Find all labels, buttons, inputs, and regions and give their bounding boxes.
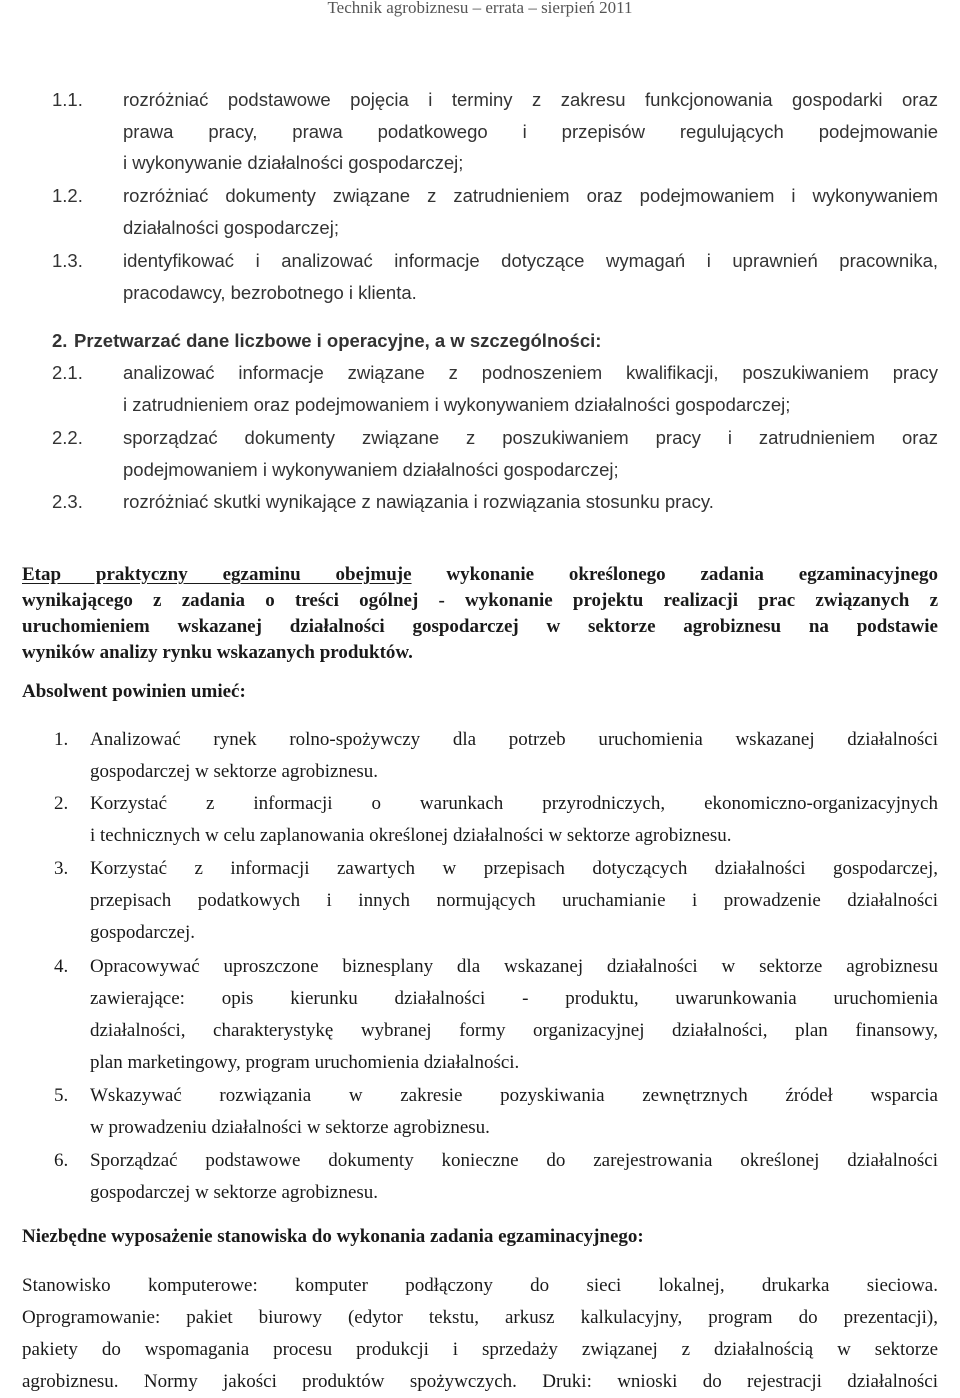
item-number: 2.2. xyxy=(52,427,83,448)
item-line: prawa pracy, prawa podatkowego i przepisów regulujących podejmowanie xyxy=(123,121,938,142)
item-line: plan marketingowy, program uruchomienia działalności. xyxy=(90,1052,520,1073)
etap-line: wyników analizy rynku wskazanych produktów. xyxy=(22,642,413,663)
item-number: 5. xyxy=(54,1085,69,1106)
item-line: i zatrudnieniem oraz podejmowaniem i wykonywaniem działalności gospodarczej; xyxy=(123,394,791,415)
item-number: 1. xyxy=(54,729,69,750)
item-number: 2. xyxy=(54,793,69,814)
item-line: rozróżniać skutki wynikające z nawiązania i rozwiązania stosunku pracy. xyxy=(123,491,714,512)
page-header: Technik agrobiznesu – errata – sierpień 2011 xyxy=(327,0,633,17)
item-line: gospodarczej w sektorze agrobiznesu. xyxy=(90,1182,379,1203)
item-line: i wykonywanie działalności gospodarczej; xyxy=(123,152,464,173)
item-line: Korzystać z informacji o warunkach przyrodniczych, ekonomiczno-organizacyjnych xyxy=(90,793,938,814)
section-heading: Przetwarzać dane liczbowe i operacyjne, a w szczególności: xyxy=(74,330,602,351)
item-number: 1.1. xyxy=(52,89,83,110)
equipment-line: agrobiznesu. Normy jakości produktów spożywczych. Druki: wnioski do rejestracji działalności xyxy=(22,1371,938,1392)
equipment-line: Oprogramowanie: pakiet biurowy (edytor tekstu, arkusz kalkulacyjny, program do prezentacji), xyxy=(22,1307,938,1328)
item-number: 4. xyxy=(54,956,69,977)
item-line: Korzystać z informacji zawartych w przepisach dotyczących działalności gospodarczej, xyxy=(90,858,938,879)
item-number: 6. xyxy=(54,1150,69,1171)
item-line: identyfikować i analizować informacje dotyczące wymagań i uprawnień pracownika, xyxy=(123,250,938,271)
equipment-line: Stanowisko komputerowe: komputer podłączony do sieci lokalnej, drukarka sieciowa. xyxy=(22,1275,938,1296)
item-line: Opracowywać uproszczone biznesplany dla wskazanej działalności w sektorze agrobiznesu xyxy=(90,956,938,977)
item-line: pracodawcy, bezrobotnego i klienta. xyxy=(123,282,417,303)
equipment-line: pakiety do wspomagania procesu produkcji i sprzedaży związanej z działalnością w sektorze xyxy=(22,1339,938,1360)
item-number: 2.1. xyxy=(52,362,83,383)
item-line: w prowadzeniu działalności w sektorze agrobiznesu. xyxy=(90,1117,490,1138)
item-line: analizować informacje związane z podnoszeniem kwalifikacji, poszukiwaniem pracy xyxy=(123,362,938,383)
etap-line: wynikającego z zadania o treści ogólnej - wykonanie projektu realizacji prac związanych z xyxy=(22,590,938,611)
item-line: Sporządzać podstawowe dokumenty konieczne do zarejestrowania określonej działalności xyxy=(90,1150,938,1171)
absolwent-heading: Absolwent powinien umieć: xyxy=(22,681,246,702)
etap-line: Etap praktyczny egzaminu obejmuje wykonanie określonego zadania egzaminacyjnego xyxy=(22,564,938,585)
item-line: Analizować rynek rolno-spożywczy dla potrzeb uruchomienia wskazanej działalności xyxy=(90,729,938,750)
item-number: 2.3. xyxy=(52,491,83,512)
item-line: i technicznych w celu zaplanowania określonej działalności w sektorze agrobiznesu. xyxy=(90,825,732,846)
item-number: 1.2. xyxy=(52,185,83,206)
item-line: sporządzać dokumenty związane z poszukiwaniem pracy i zatrudnieniem oraz xyxy=(123,427,938,448)
etap-underlined: Etap praktyczny egzaminu obejmuje xyxy=(22,564,412,585)
item-line: rozróżniać dokumenty związane z zatrudnieniem oraz podejmowaniem i wykonywaniem xyxy=(123,185,938,206)
equipment-heading: Niezbędne wyposażenie stanowiska do wykonania zadania egzaminacyjnego: xyxy=(22,1226,644,1247)
item-line: gospodarczej. xyxy=(90,922,195,943)
item-line: podejmowaniem i wykonywaniem działalności gospodarczej; xyxy=(123,459,619,480)
etap-line: uruchomieniem wskazanej działalności gospodarczej w sektorze agrobiznesu na podstawie xyxy=(22,616,938,637)
item-line: gospodarczej w sektorze agrobiznesu. xyxy=(90,761,379,782)
item-line: zawierające: opis kierunku działalności - produktu, uwarunkowania uruchomienia xyxy=(90,988,938,1009)
item-number: 1.3. xyxy=(52,250,83,271)
item-line: Wskazywać rozwiązania w zakresie pozyskiwania zewnętrznych źródeł wsparcia xyxy=(90,1085,938,1106)
item-number: 3. xyxy=(54,858,69,879)
section-number: 2. xyxy=(52,330,68,351)
item-line: rozróżniać podstawowe pojęcia i terminy z zakresu funkcjonowania gospodarki oraz xyxy=(123,89,938,110)
item-line: działalności, charakterystykę wybranej formy organizacyjnej działalności, plan finansowy, xyxy=(90,1020,938,1041)
item-line: przepisach podatkowych i innych normujących uruchamianie i prowadzenie działalności xyxy=(90,890,938,911)
item-line: działalności gospodarczej; xyxy=(123,217,339,238)
